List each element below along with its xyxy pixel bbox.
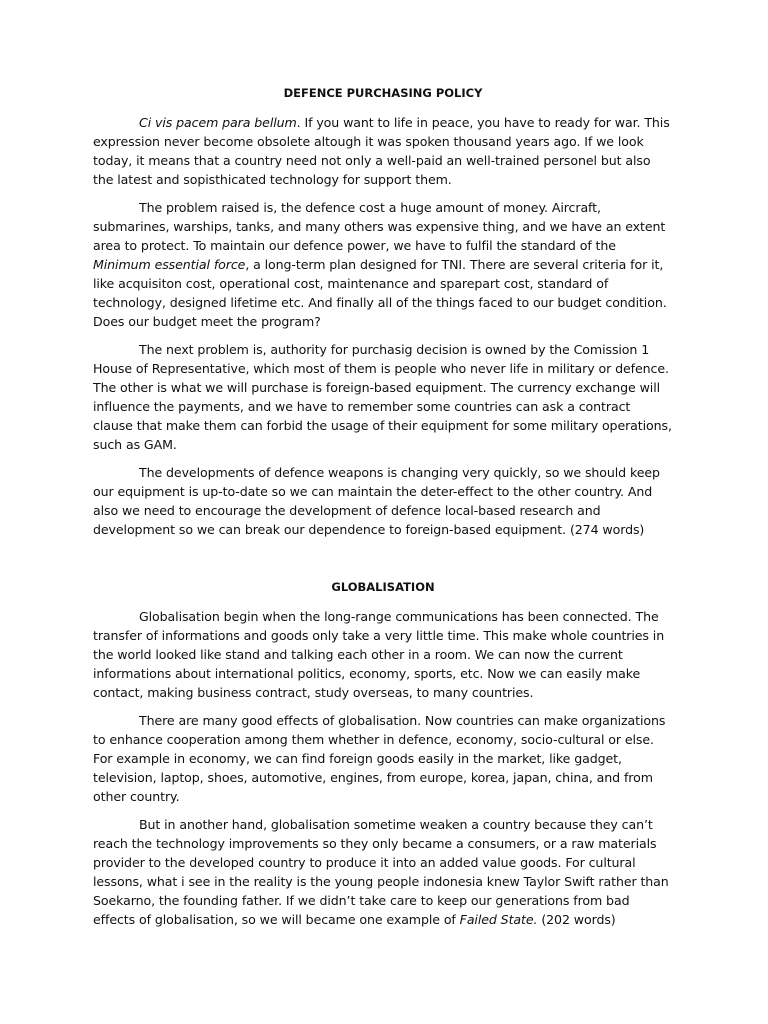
- paragraph-text: , a long-term plan designed for TNI. There are several criteria for it, like acquisiton cost, operational cost, maintenance and sparepart cost, standard of technology, designed lifetime etc. And finally all of the things faced to our budget condition. Does our budget meet the program?: [93, 257, 667, 329]
- section-defence: [93, 84, 673, 539]
- paragraph-text: But in another hand, globalisation sometime weaken a country because they can’t reach the technology improvements so they only became a consumers, or a raw materials provider to the developed country to produce it into an added value goods. For cultural lessons, what i see in the reality is the young people indonesia knew Taylor Swift rather than Soekarno, the founding father. If we didn’t take care to keep our generations from bad effects of globalisation, so we will became one example of: [93, 817, 669, 927]
- section-title-globalisation: GLOBALISATION: [331, 580, 435, 594]
- paragraph-defence-1: [93, 113, 673, 189]
- latin-phrase: Ci vis pacem para bellum: [139, 115, 297, 130]
- document-page: [93, 84, 673, 938]
- paragraph-defence-3: The next problem is, authority for purchasig decision is owned by the Comission 1 House of Representative, which most of them is people who never life in military or defence. The other is what we will purchase is foreign-based equipment. The currency exchange will influence the payments, and we have to remember some countries can ask a contract clause that make them can forbid the usage of their equipment for some military operations, such as GAM.: [93, 342, 672, 452]
- paragraph-text: . If you want to life in peace, you have to ready for war. This expression never become obsolete altough it was spoken thousand years ago. If we look today, it means that a country need not only a well-paid an well-trained personel but also the latest and sopisthicated technology for support them.: [93, 115, 670, 187]
- section-title-defence: DEFENCE PURCHASING POLICY: [283, 86, 483, 100]
- section-globalisation: [93, 578, 673, 929]
- paragraph-text: The problem raised is, the defence cost a huge amount of money. Aircraft, submarines, warships, tanks, and many others was expensive thing, and we have an extent area to protect. To maintain our defence power, we have to fulfil the standard of the: [93, 200, 666, 253]
- paragraph-defence-4: The developments of defence weapons is changing very quickly, so we should keep our equipment is up-to-date so we can maintain the deter-effect to the other country. And also we need to encourage the development of defence local-based research and development so we can break our dependence to foreign-based equipment. (274 words): [93, 465, 660, 537]
- paragraph-defence-2: [93, 198, 673, 331]
- italic-term: Failed State.: [459, 912, 538, 927]
- section-gap: [93, 548, 673, 578]
- paragraph-text: (202 words): [537, 912, 616, 927]
- paragraph-globalisation-3: [93, 815, 673, 929]
- paragraph-globalisation-1: Globalisation begin when the long-range communications has been connected. The transfer of informations and goods only take a very little time. This make whole countries in the world looked like stand and talking each other in a room. We can now the current informations about international politics, economy, sports, etc. Now we can easily make contact, making business contract, study overseas, to many countries.: [93, 609, 665, 700]
- paragraph-globalisation-2: There are many good effects of globalisation. Now countries can make organizations to enhance cooperation among them whether in defence, economy, socio-cultural or else. For example in economy, we can find foreign goods easily in the market, like gadget, television, laptop, shoes, automotive, engines, from europe, korea, japan, china, and from other country.: [93, 713, 666, 804]
- italic-term: Minimum essential force: [93, 257, 246, 272]
